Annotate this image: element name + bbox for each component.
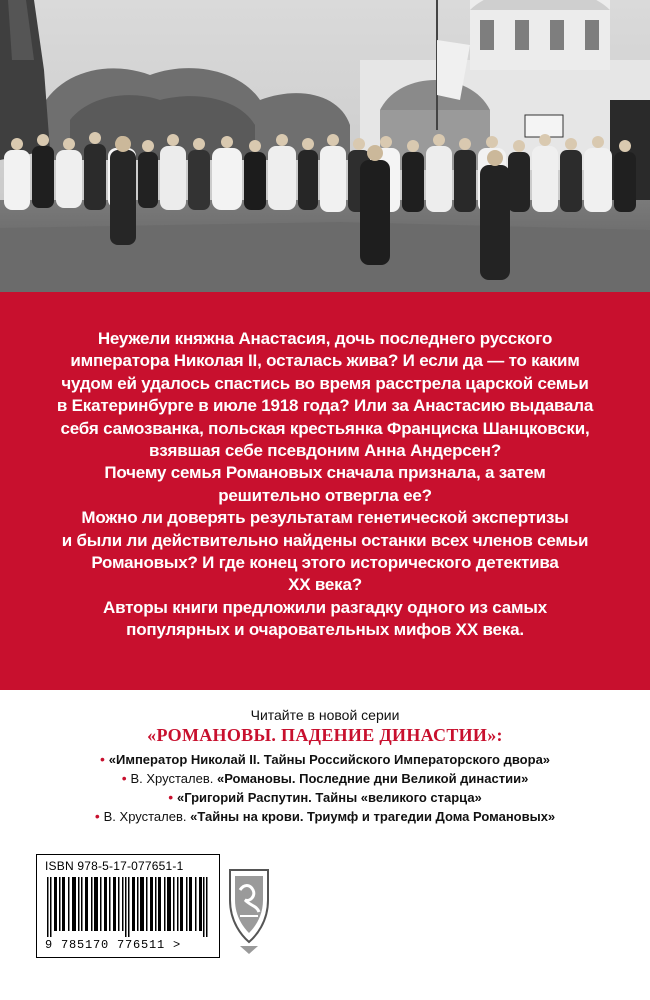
- series-intro: Читайте в новой серии: [250, 707, 400, 723]
- blurb-line: Почему семья Романовых сначала признала, а затем: [104, 463, 546, 483]
- list-item: [0, 788, 650, 807]
- book-author: В. Хрусталев.: [130, 771, 217, 786]
- blurb-line: и были ли действительно найдены останки всех членов семьи: [61, 530, 589, 550]
- publisher-emblem-icon: [226, 860, 272, 958]
- crowd-illustration: [0, 0, 650, 292]
- blurb-line: Можно ли доверять результатам генетической экспертизы: [81, 508, 569, 528]
- blurb-line: Романовых? И где конец этого исторического детектива: [91, 553, 559, 573]
- isbn-label: ISBN 978-5-17-077651-1: [45, 859, 184, 873]
- bullet-icon: •: [168, 789, 177, 805]
- historical-photo: [0, 0, 650, 292]
- list-item: [0, 750, 650, 769]
- bullet-icon: •: [99, 751, 109, 767]
- blurb-line: в Екатеринбурге в июле 1918 года? Или за Анастасию выдавала: [56, 396, 594, 416]
- book-title: «Григорий Распутин. Тайны «великого старца»: [177, 790, 482, 805]
- blurb-text: [20, 328, 630, 642]
- list-item: [0, 807, 650, 826]
- blurb-line: XX века?: [288, 575, 362, 595]
- blurb-line: себя самозванка, польская крестьянка Франциска Шанцковски,: [60, 418, 590, 438]
- bullet-icon: •: [94, 808, 104, 824]
- blurb-line: чудом ей удалось спастись во время расстрела царской семьи: [61, 373, 589, 393]
- blurb-line: популярных и очаровательных мифов XX века.: [126, 620, 524, 640]
- bullet-icon: •: [121, 770, 131, 786]
- book-author: В. Хрусталев.: [103, 809, 191, 824]
- list-item: [0, 769, 650, 788]
- book-title: «Тайны на крови. Триумф и трагедии Дома Романовых»: [190, 809, 556, 824]
- series-panel: [0, 690, 650, 1000]
- blurb-line: Неужели княжна Анастасия, дочь последнего русского: [97, 329, 553, 348]
- blurb-line: взявшая себе псевдоним Анна Андерсен?: [148, 441, 502, 461]
- book-title: «Император Николай II. Тайны Российского Императорского двора»: [108, 752, 551, 767]
- blurb-panel: [0, 292, 650, 690]
- series-title: «РОМАНОВЫ. ПАДЕНИЕ ДИНАСТИИ»:: [147, 725, 503, 745]
- barcode-digits: 9 785170 776511 >: [45, 938, 182, 952]
- series-book-list: [0, 750, 650, 826]
- barcode-bars-icon: [45, 877, 211, 937]
- barcode: [36, 854, 220, 958]
- book-title: «Романовы. Последние дни Великой династии»: [216, 771, 529, 786]
- blurb-line: императора Николая II, осталась жива? И если да — то каким: [70, 351, 580, 371]
- blurb-line: решительно отвергла ее?: [218, 485, 432, 505]
- blurb-line: Авторы книги предложили разгадку одного из самых: [103, 597, 547, 617]
